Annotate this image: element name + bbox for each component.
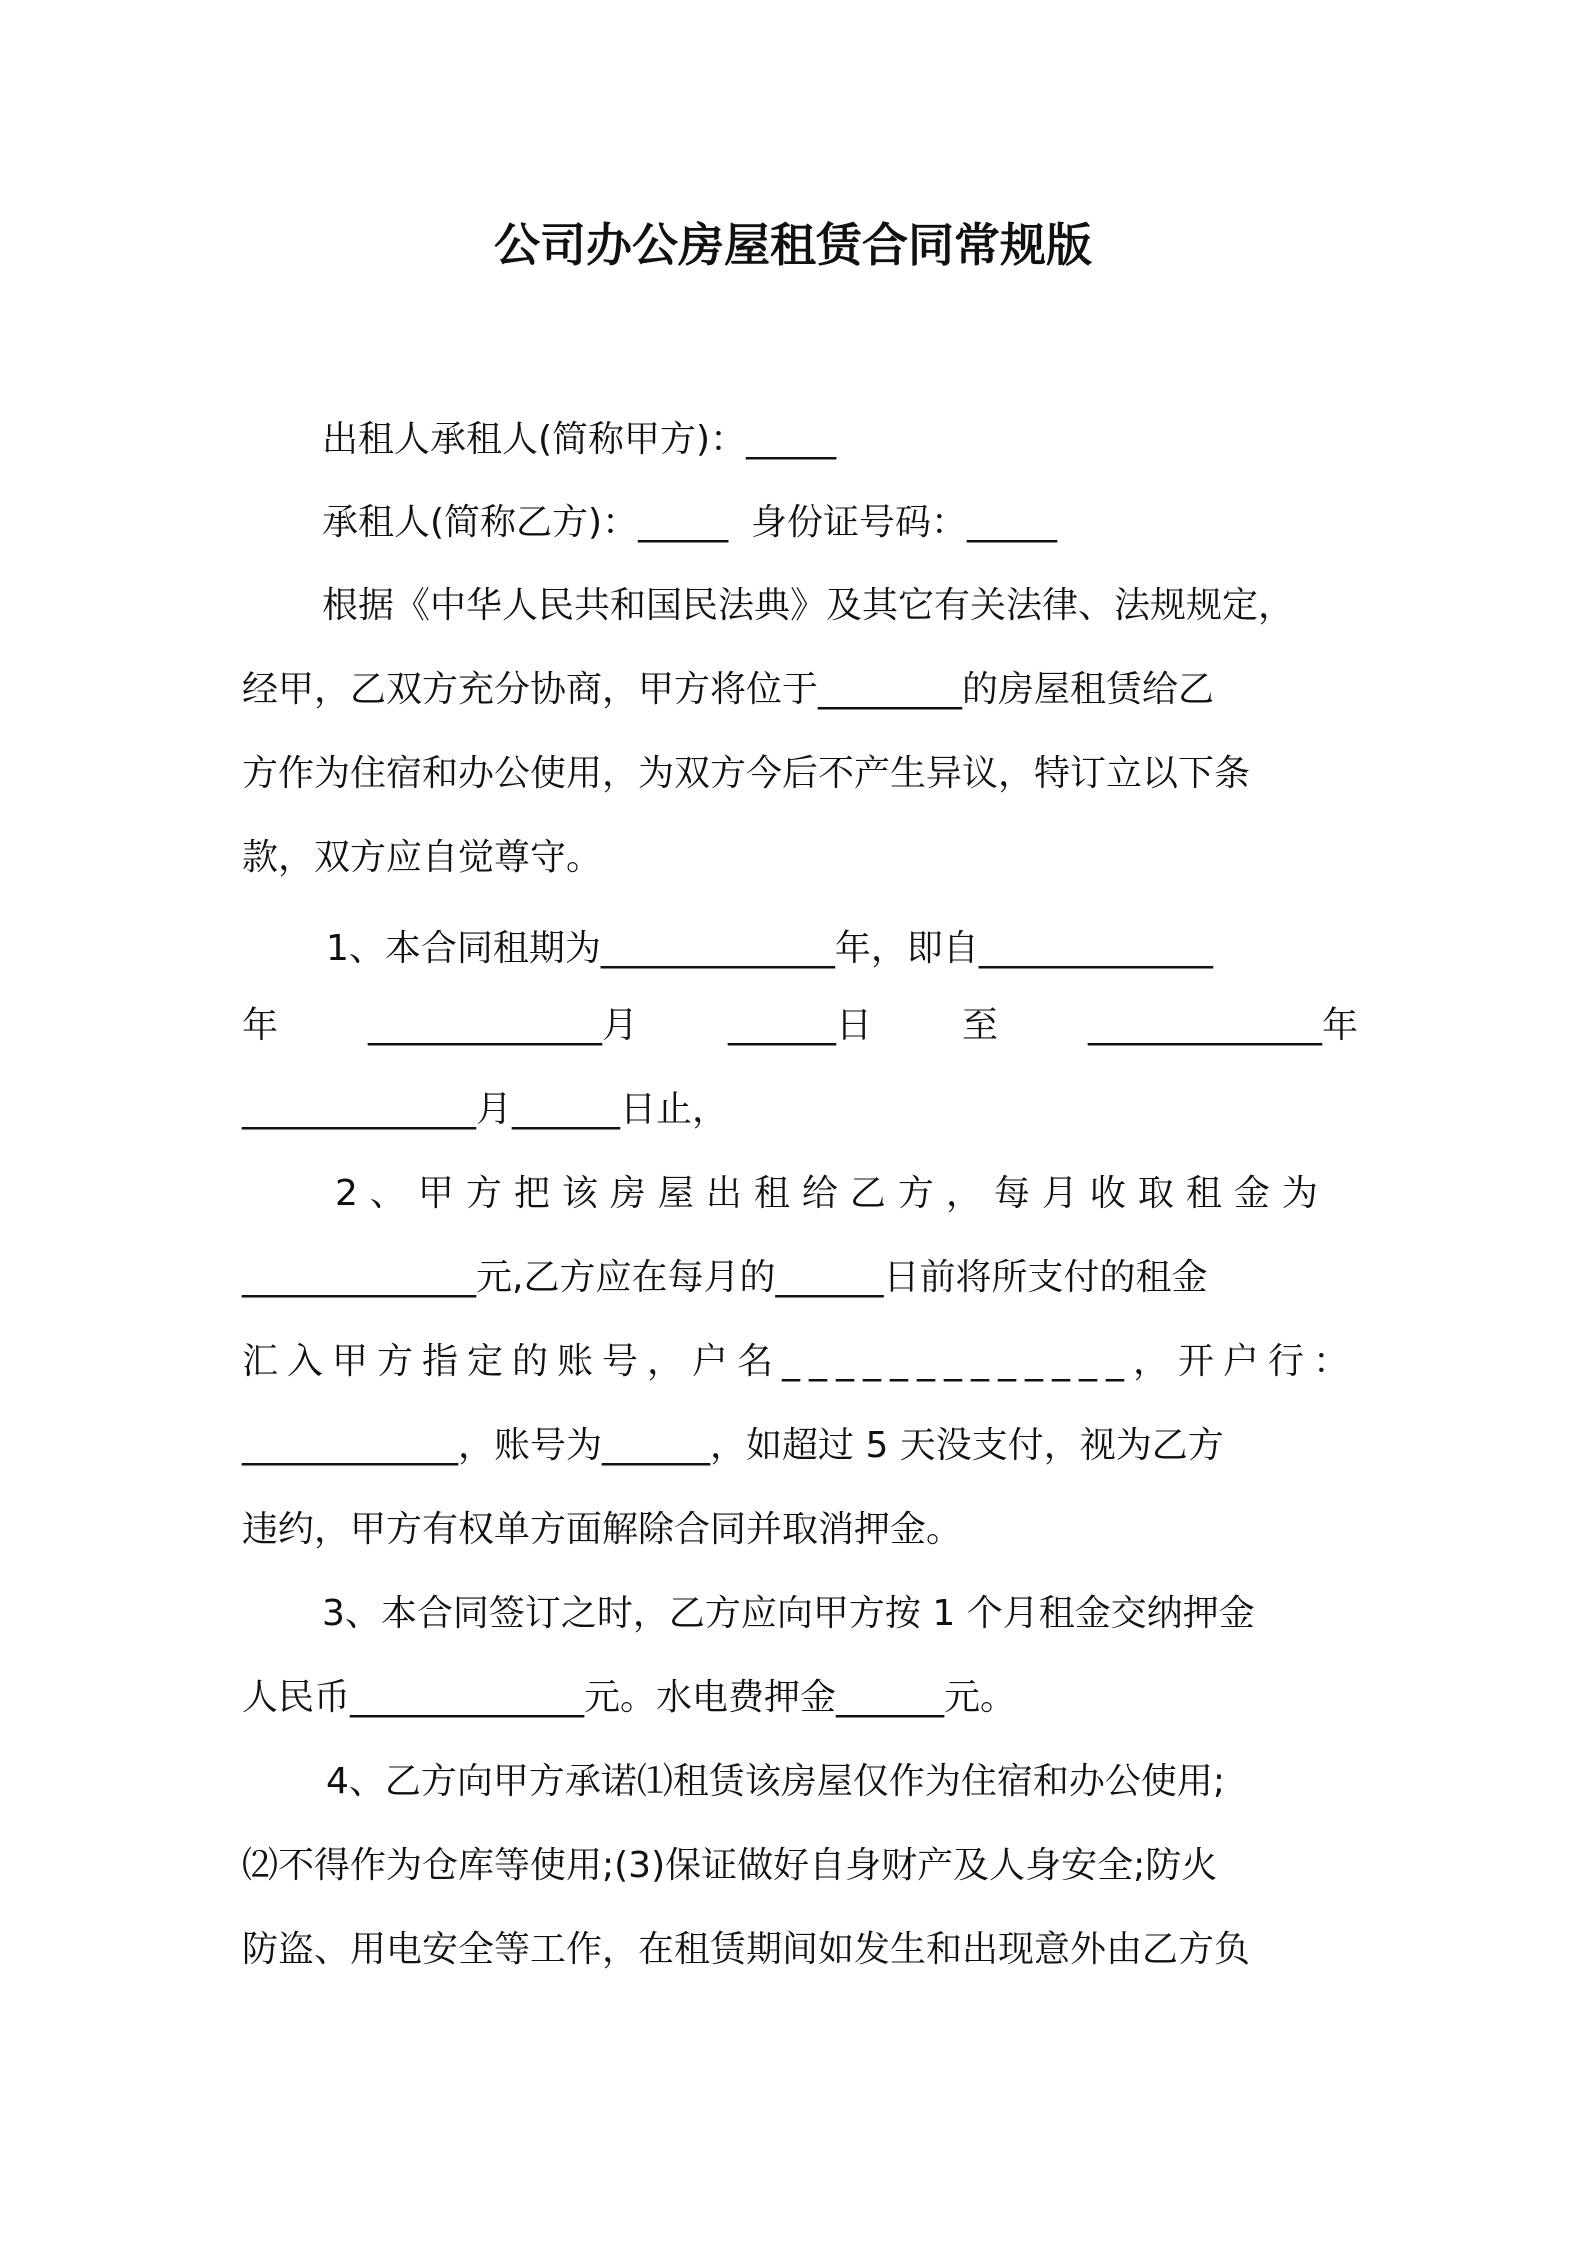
- clause-1-end-year-label: _____________年: [1087, 1005, 1358, 1046]
- clause-1-day-label: ______日: [727, 1005, 872, 1046]
- intro-line-2: 经甲，乙双方充分协商，甲方将位于________的房屋租赁给乙: [242, 669, 1215, 710]
- clause-2-line-4: ____________，账号为______，如超过 5 天没支付，视为乙方: [242, 1425, 1224, 1466]
- clause-1-line-1: 1、本合同租期为_____________年，即自_____________: [326, 928, 1213, 969]
- intro-line-1: 根据《中华人民共和国民法典》及其它有关法律、法规规定，: [322, 585, 1295, 626]
- clause-2-line-5: 违约，甲方有权单方面解除合同并取消押金。: [242, 1509, 963, 1550]
- clause-4-line-2: ⑵不得作为仓库等使用;(3)保证做好自身财产及人身安全;防火: [242, 1845, 1218, 1886]
- clause-1-line-2: [242, 1001, 1358, 1051]
- clause-1-year-label: 年: [242, 1005, 279, 1046]
- party-a-line: 出租人承租人(简称甲方)：_____: [322, 419, 837, 460]
- clause-3-line-1: 3、本合同签订之时，乙方应向甲方按 1 个月租金交纳押金: [322, 1593, 1255, 1634]
- party-b-line: 承租人(简称乙方)：_____ 身份证号码：_____: [322, 502, 1057, 543]
- clause-2-line-3: 汇入甲方指定的账号，户名_____________，开户行：: [242, 1341, 1359, 1382]
- clause-4-line-3: 防盗、用电安全等工作，在租赁期间如发生和出现意外由乙方负: [242, 1929, 1251, 1970]
- clause-2-line-1: 2、甲方把该房屋出租给乙方，每月收取租金为: [335, 1173, 1330, 1214]
- clause-1-month-label: _____________月: [368, 1005, 638, 1046]
- clause-1-to-label: 至: [961, 1005, 998, 1046]
- document-title: 公司办公房屋租赁合同常规版: [494, 218, 1092, 272]
- clause-1-line-3: _____________月______日止，: [242, 1089, 729, 1130]
- clause-2-line-2: _____________元,乙方应在每月的______日前将所支付的租金: [242, 1257, 1208, 1298]
- intro-line-3: 方作为住宿和办公使用，为双方今后不产生异议，特订立以下条: [242, 753, 1251, 794]
- intro-line-4: 款，双方应自觉尊守。: [242, 837, 603, 878]
- clause-3-line-2: 人民币_____________元。水电费押金______元。: [242, 1677, 1017, 1718]
- clause-4-line-1: 4、乙方向甲方承诺⑴租赁该房屋仅作为住宿和办公使用;: [326, 1761, 1226, 1802]
